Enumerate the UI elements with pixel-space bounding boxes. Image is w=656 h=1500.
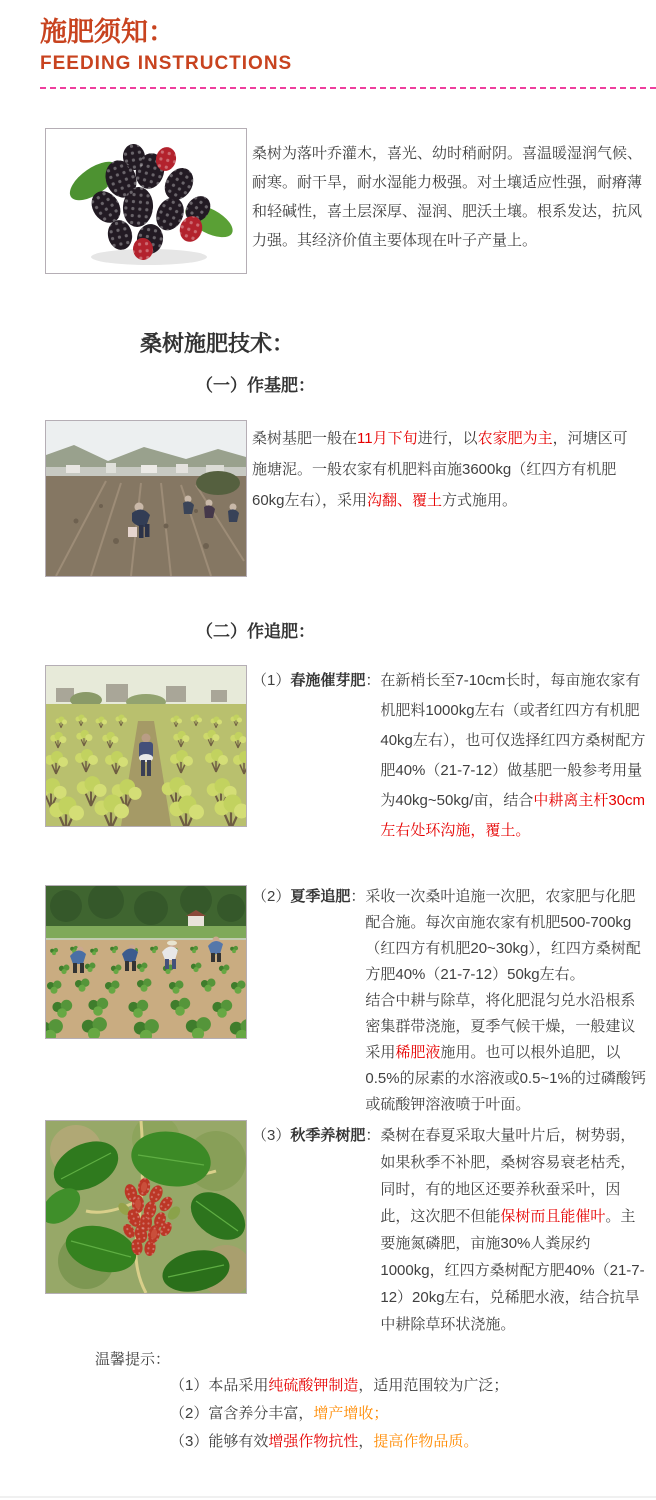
item-3-heading	[252, 1122, 380, 1338]
topdress-item-1	[252, 666, 650, 846]
base-heading: （一）作基肥：	[196, 376, 315, 395]
topdress-item-3	[252, 1122, 650, 1338]
field-base-fertilizing-photo	[45, 420, 247, 577]
item-1-number: （1）	[252, 672, 291, 689]
tech-title: 桑树施肥技术：	[140, 331, 295, 356]
item-2-colon: ：	[350, 888, 366, 905]
base-text: 桑树基肥一般在11月下旬进行，以农家肥为主，河塘区可施塘泥。一般农家有机肥料亩施3600kg（红四方有机肥60kg左右），采用沟翻、覆土方式施用。	[252, 430, 628, 509]
item-3-colon: ：	[365, 1127, 381, 1144]
topdress-item-2	[252, 884, 650, 1118]
page-title: 施肥须知：	[40, 17, 175, 47]
mulberry-fruit-photo	[45, 128, 247, 274]
tip-line-3: （3）能够有效增强作物抗性，提高作物品质。	[170, 1433, 479, 1450]
footer-divider	[0, 1496, 656, 1498]
item-3-text: 桑树在春夏采取大量叶片后，树势弱，如果秋季不补肥，桑树容易衰老枯秃，同时，有的地区还要养秋蚕采叶，因此，这次肥不但能保树而且能催叶。主要施氮磷肥，亩施30%人粪尿约1000kg，红四方桑树配方肥40%（21-7-12）20kg左右，兑稀肥水液，结合抗旱中耕除草环状浇施。	[380, 1127, 645, 1333]
tip-line-2: （2）富含养分丰富，增产增收；	[170, 1405, 389, 1422]
tip-line-1: （1）本品采用纯硫酸钾制造，适用范围较为广泛；	[170, 1377, 509, 1394]
item-1-colon: ：	[365, 672, 381, 689]
item-2-heading	[252, 884, 365, 1118]
topdress-heading: （二）作追肥：	[196, 622, 315, 641]
item-3-label: 秋季养树肥	[290, 1127, 366, 1144]
tips-title: 温馨提示：	[95, 1351, 171, 1368]
item-1-heading	[252, 666, 380, 846]
page-subtitle: FEEDING INSTRUCTIONS	[40, 53, 293, 74]
item-3-number: （3）	[252, 1127, 291, 1144]
header-divider	[40, 87, 656, 89]
item-2-label: 夏季追肥	[290, 888, 351, 905]
summer-mulberry-field-photo	[45, 885, 247, 1039]
item-1-label: 春施催芽肥	[290, 672, 366, 689]
item-1-text: 在新梢长至7-10cm长时，每亩施农家有机肥料1000kg左右（或者红四方有机肥40kg左右），也可仅选择红四方桑树配方肥40%（21-7-12）做基肥一般参考用量为40kg~50kg/亩，结合中耕离主杆30cm左右处环沟施，覆土。	[380, 672, 646, 839]
intro-text: 桑树为落叶乔灌木，喜光、幼时稍耐阴。喜温暖湿润气候、耐寒。耐干旱，耐水湿能力极强。对土壤适应性强，耐瘠薄和轻碱性，喜土层深厚、湿润、肥沃土壤。根系发达，抗风力强。其经济价值主要体现在叶子产量上。	[252, 145, 643, 249]
mulberry-branch-fruit-photo	[45, 1120, 247, 1294]
item-2-number: （2）	[252, 888, 291, 905]
item-2-text: 采收一次桑叶追施一次肥，农家肥与化肥配合施。每次亩施农家有机肥500-700kg（红四方有机肥20~30kg），红四方桑树配方肥40%（21-7-12）50kg左右。 结合中耕与除草，将化肥混匀兑水沿根系密集群带浇施，夏季气候干燥，一般建议采用稀肥液施用。也可以根外追肥，以0.5%的尿素的水溶液或0.5~1%的过磷酸钙或硫酸钾溶液喷于叶面。	[365, 888, 646, 1113]
spring-mulberry-orchard-photo	[45, 665, 247, 827]
